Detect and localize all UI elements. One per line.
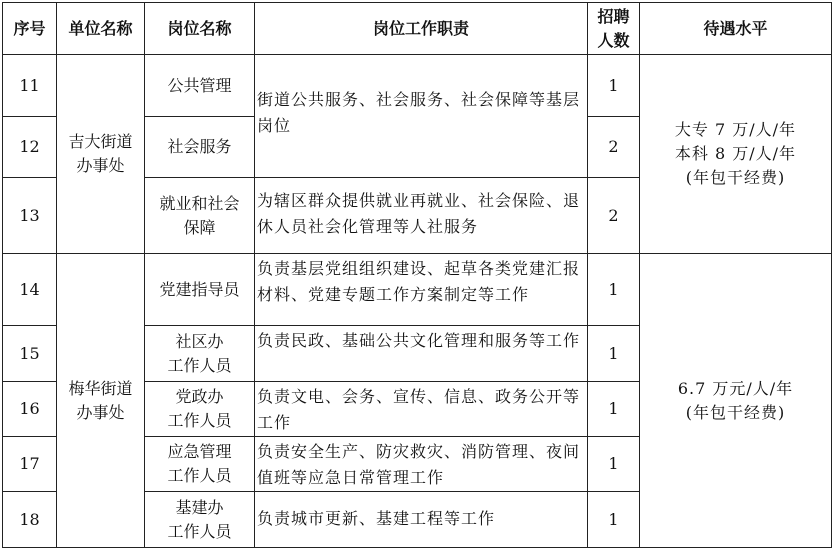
seq-cell: 13 <box>3 178 57 254</box>
pay-cell <box>640 254 832 548</box>
count-cell: 1 <box>588 437 640 492</box>
header-count <box>588 3 640 55</box>
seq-cell: 17 <box>3 437 57 492</box>
table-row <box>3 254 832 326</box>
post-name-line1: 社区办 <box>175 331 224 351</box>
recruitment-table <box>2 2 832 548</box>
duty-cell: 街道公共服务、社会服务、社会保障等基层岗位 <box>255 55 588 178</box>
post-cell <box>145 178 255 254</box>
seq-cell: 12 <box>3 117 57 178</box>
header-pay: 待遇水平 <box>640 3 832 55</box>
duty-cell: 负责城市更新、基建工程等工作 <box>255 492 588 548</box>
header-duty: 岗位工作职责 <box>255 3 588 55</box>
duty-cell: 负责安全生产、防灾救灾、消防管理、夜间值班等应急日常管理工作 <box>255 437 588 492</box>
post-cell <box>145 437 255 492</box>
post-name: 党建指导员 <box>159 279 240 299</box>
seq-cell: 11 <box>3 55 57 117</box>
unit-name-line2: 办事处 <box>76 156 125 175</box>
pay-line: (年包干经费) <box>685 402 786 422</box>
post-name: 社会服务 <box>167 137 232 156</box>
header-post: 岗位名称 <box>145 3 255 55</box>
pay-line: 6.7 万元/人/年 <box>677 378 794 398</box>
duty-cell: 负责民政、基础公共文化管理和服务等工作 <box>255 326 588 382</box>
post-cell <box>145 492 255 548</box>
post-name-line1: 就业和社会 <box>159 193 240 213</box>
post-cell <box>145 382 255 437</box>
post-name-line1: 基建办 <box>175 497 224 517</box>
post-name-line2: 工作人员 <box>167 355 232 375</box>
seq-cell: 14 <box>3 254 57 326</box>
duty-cell: 负责基层党组组织建设、起草各类党建汇报材料、党建专题工作方案制定等工作 <box>255 254 588 326</box>
count-cell: 2 <box>588 117 640 178</box>
unit-name-line1: 吉大街道 <box>68 132 133 151</box>
header-seq: 序号 <box>3 3 57 55</box>
count-cell: 1 <box>588 254 640 326</box>
seq-cell: 18 <box>3 492 57 548</box>
unit-name-line2: 办事处 <box>76 402 125 422</box>
count-cell: 1 <box>588 382 640 437</box>
count-cell: 1 <box>588 492 640 548</box>
header-count-line1: 招聘 <box>597 6 630 26</box>
seq-cell: 16 <box>3 382 57 437</box>
duty-cell: 为辖区群众提供就业再就业、社会保险、退休人员社会化管理等人社服务 <box>255 178 588 254</box>
post-name-line1: 应急管理 <box>167 442 232 461</box>
post-name-line2: 保障 <box>183 217 216 237</box>
post-name-line1: 党政办 <box>175 387 224 406</box>
post-name-line2: 工作人员 <box>167 466 232 485</box>
count-cell: 1 <box>588 326 640 382</box>
seq-cell: 15 <box>3 326 57 382</box>
duty-cell: 负责文电、会务、宣传、信息、政务公开等工作 <box>255 382 588 437</box>
pay-line: 本科 8 万/人/年 <box>674 144 797 163</box>
pay-cell <box>640 55 832 254</box>
count-cell: 1 <box>588 55 640 117</box>
header-unit: 单位名称 <box>57 3 145 55</box>
header-count-line2: 人数 <box>597 30 630 50</box>
post-name-line2: 工作人员 <box>167 521 232 541</box>
header-row <box>3 3 832 55</box>
count-cell: 2 <box>588 178 640 254</box>
post-name: 公共管理 <box>167 75 232 95</box>
post-cell <box>145 254 255 326</box>
pay-line: (年包干经费) <box>685 168 786 187</box>
post-cell <box>145 326 255 382</box>
unit-name-line1: 梅华街道 <box>68 378 133 398</box>
pay-line: 大专 7 万/人/年 <box>674 120 797 139</box>
unit-cell <box>57 55 145 254</box>
unit-cell <box>57 254 145 548</box>
post-cell <box>145 55 255 117</box>
post-cell <box>145 117 255 178</box>
table-row <box>3 55 832 117</box>
post-name-line2: 工作人员 <box>167 411 232 430</box>
